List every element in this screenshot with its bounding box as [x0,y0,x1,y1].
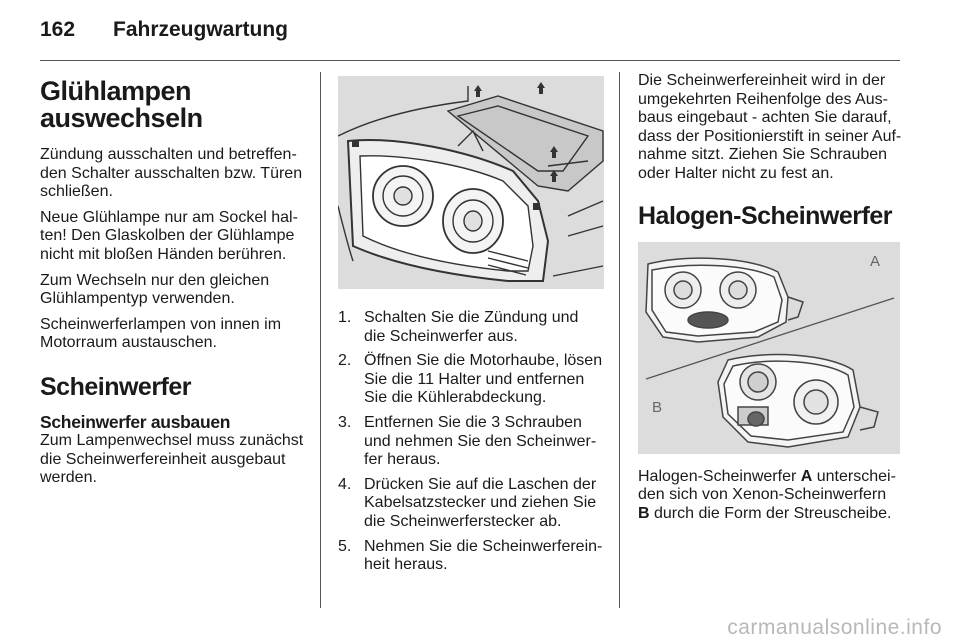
column-right [638,72,902,530]
step-number: 2. [338,352,352,370]
headlamp-comparison-drawing [638,242,900,454]
step-list [338,309,604,575]
page-number: 162 [40,18,76,41]
paragraph: Die Scheinwerfereinheit wird in der umgekehrten Reihenfolge des Aus-baus eingebaut - achten Sie darauf, dass der Positionierstift in seiner Auf-nahme sitzt. Ziehen Sie Schrauben oder Halter nicht zu fest an. [638,72,902,182]
step-text: Drücken Sie auf die Laschen der Kabelsatzstecker und ziehen Sie die Scheinwerferstecker ab. [364,475,597,530]
step-text: Nehmen Sie die Scheinwerferein-heit heraus. [364,537,603,574]
header-rule [40,60,900,61]
step-number: 3. [338,413,352,431]
paragraph: Zum Lampenwechsel muss zunächst die Scheinwerfereinheit ausgebaut werden. [40,431,304,487]
caption-text: durch die Form der Streuscheibe. [649,504,892,522]
headlamp-comparison-illustration [638,242,900,454]
column-middle [338,72,604,581]
list-item [338,352,604,408]
page-heading-line2: auswechseln [40,103,203,133]
paragraph: Scheinwerferlampen von innen im Motorraum austauschen. [40,315,282,352]
xenon-headlamp-drawing [718,354,878,446]
page-heading-line1: Glühlampen [40,76,192,106]
label-b: B [652,398,663,416]
column-divider-1 [320,72,321,608]
list-item [338,309,604,346]
column-divider-2 [619,72,620,608]
page-heading [40,78,304,132]
caption-label-a: A [800,467,813,485]
list-item [338,538,604,575]
halogen-headlamp-drawing [646,258,803,342]
step-number: 1. [338,309,352,326]
caption-text: unterschei-den sich von Xenon-Scheinwerfern [638,467,896,504]
watermark: carmanualsonline.info [727,616,942,639]
subheading: Scheinwerfer ausbauen [40,411,231,432]
paragraph: Zum Wechseln nur den gleichen Glühlampentyp verwenden. [40,271,270,308]
list-item [338,414,604,470]
step-text: Öffnen Sie die Motorhaube, lösen Sie die 11 Halter und entfernen Sie die Kühlerabdeckung. [364,352,603,407]
section-heading: Scheinwerfer [40,372,192,401]
step-number: 5. [338,537,352,555]
section-heading: Halogen-Scheinwerfer [638,201,892,230]
engine-bay-illustration [338,76,604,289]
headlamp-removal-drawing [338,76,604,289]
step-number: 4. [338,475,352,493]
chapter-title: Fahrzeugwartung [113,18,289,41]
paragraph: Neue Glühlampe nur am Sockel hal-ten! Den Glaskolben der Glühlampe nicht mit bloßen Händen berühren. [40,208,298,263]
step-text: Schalten Sie die Zündung und die Scheinwerfer aus. [364,309,579,345]
list-item [338,476,604,532]
paragraph: Zündung ausschalten und betreffen-den Schalter ausschalten bzw. Türen schließen. [40,146,303,201]
figure-caption [638,468,902,524]
caption-label-b: B [638,504,650,522]
column-left [40,72,304,495]
label-a: A [870,252,881,270]
step-text: Entfernen Sie die 3 Schrauben und nehmen Sie den Scheinwer-fer heraus. [364,413,597,469]
caption-text: Halogen-Scheinwerfer [638,467,801,485]
